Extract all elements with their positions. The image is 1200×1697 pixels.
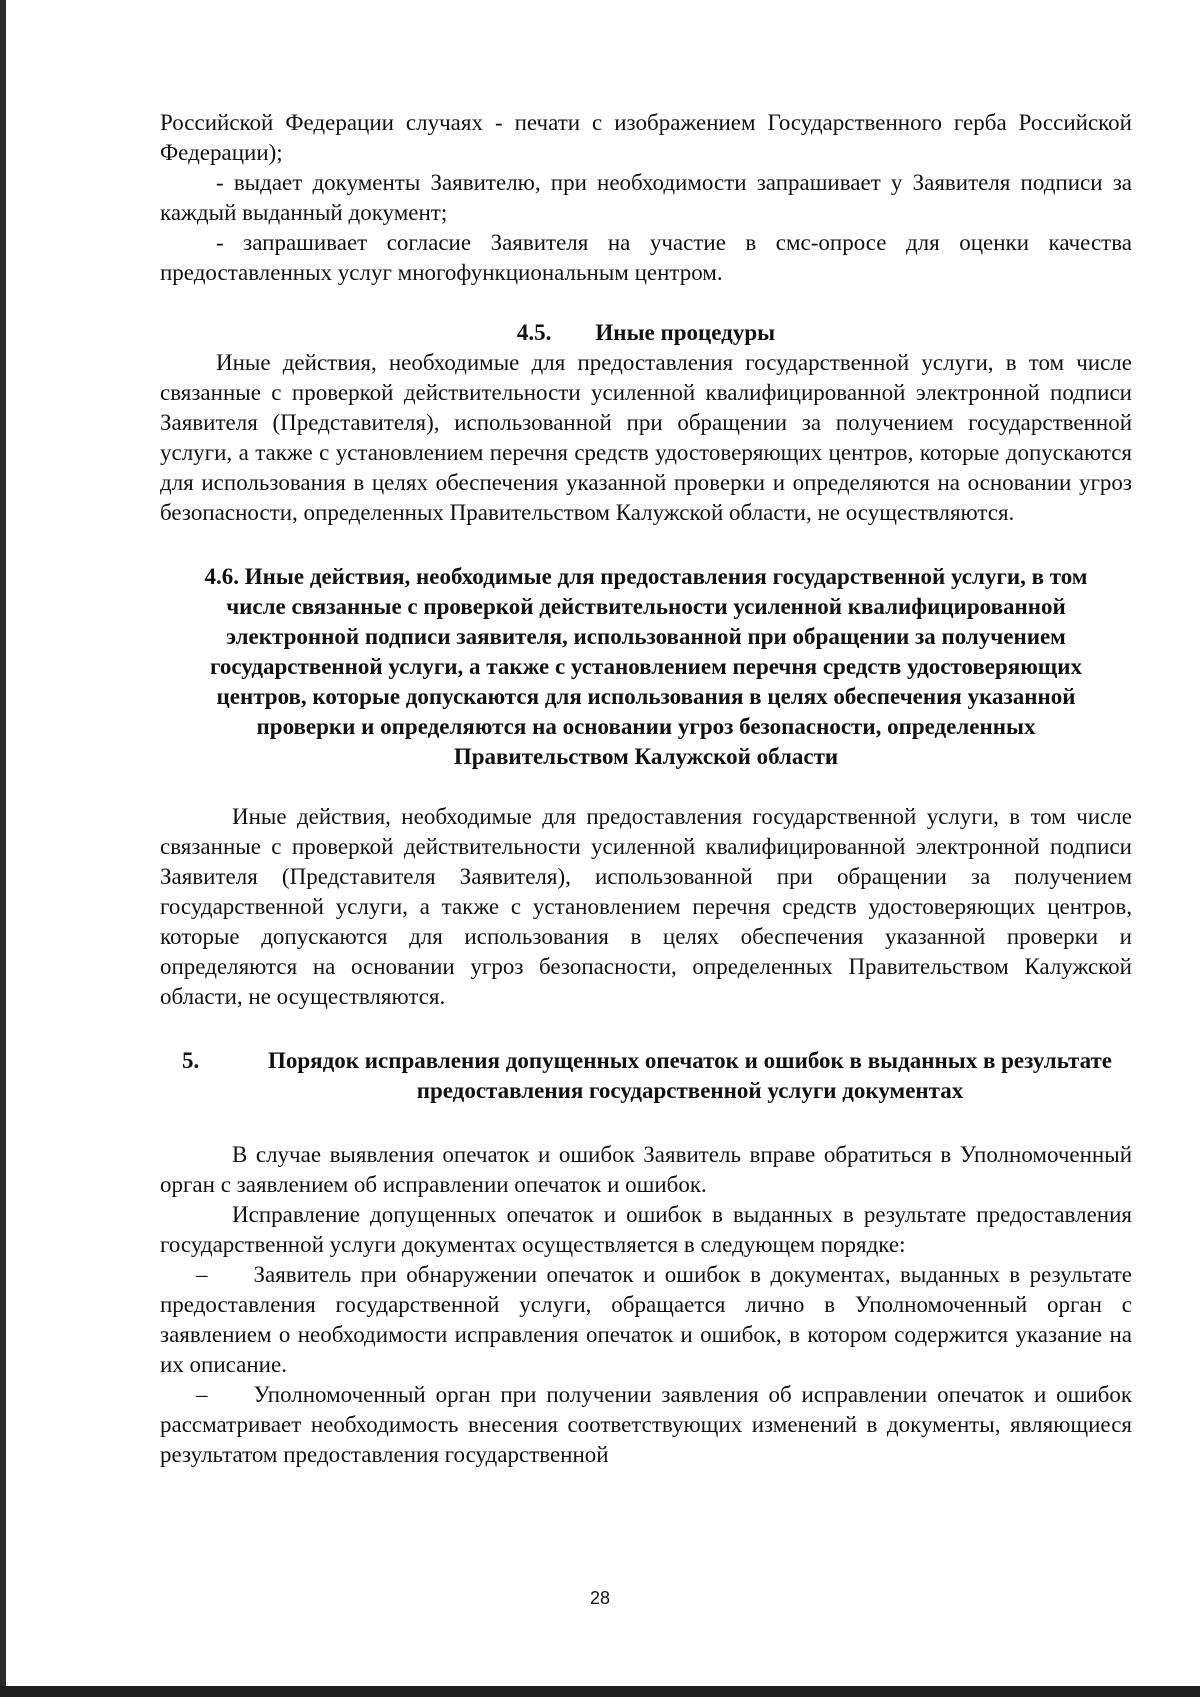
scan-bottom-border (0, 1686, 1200, 1697)
section-5-dash-item-2: – Уполномоченный орган при получении заявления об исправлении опечаток и ошибок рассматривает необходимость внесения соответствующих изменений в документы, являющиеся результатом предоставления государственной (160, 1382, 1132, 1467)
section-5-heading (160, 1046, 1132, 1106)
section-5-title: Порядок исправления допущенных опечаток и ошибок в выданных в результате предоставления государственной услуги документах (268, 1048, 1112, 1103)
list-item-sms-survey: - запрашивает согласие Заявителя на участие в смс-опросе для оценки качества предоставленных услуг многофункциональным центром. (160, 230, 1132, 285)
section-4-5-paragraph: Иные действия, необходимые для предоставления государственной услуги, в том числе связанные с проверкой действительности усиленной квалифицированной электронной подписи Заявителя (Представителя), использованной при обращении за получением государственной услуги, а также с установлением перечня средств удостоверяющих центров, которые допускаются для использования в целях обеспечения указанной проверки и определяются на основании угроз безопасности, определенных Правительством Калужской области, не осуществляются. (160, 350, 1132, 525)
section-4-5-title: Иные процедуры (595, 320, 776, 345)
section-4-6-paragraph: Иные действия, необходимые для предоставления государственной услуги, в том числе связанные с проверкой действительности усиленной квалифицированной электронной подписи Заявителя (Представителя Заявителя), использованной при обращении за получением государственной услуги, а также с установлением перечня средств удостоверяющих центров, которые допускаются для использования в целях обеспечения указанной проверки и определяются на основании угроз безопасности, определенных Правительством Калужской области, не осуществляются. (160, 804, 1132, 1009)
section-5-paragraph-2: Исправление допущенных опечаток и ошибок в выданных в результате предоставления государственной услуги документах осуществляется в следующем порядке: (160, 1202, 1132, 1257)
page-number: 28 (589, 1588, 611, 1608)
section-5-paragraph-1: В случае выявления опечаток и ошибок Заявитель вправе обратиться в Уполномоченный орган с заявлением об исправлении опечаток и ошибок. (160, 1142, 1132, 1197)
section-4-5-number: 4.5. (516, 320, 552, 345)
section-5-number: 5. (182, 1048, 200, 1073)
continuation-paragraph: Российской Федерации случаях - печати с изображением Государственного герба Российской Федерации); (160, 110, 1132, 165)
section-4-5-heading (160, 318, 1132, 348)
section-4-6-heading: 4.6. Иные действия, необходимые для предоставления государственной услуги, в том числе связанные с проверкой действительности усиленной квалифицированной электронной подписи заявителя, использованной при обращении за получением государственной услуги, а также с установлением перечня средств удостоверяющих центров, которые допускаются для использования в целях обеспечения указанной проверки и определяются на основании угроз безопасности, определенных Правительством Калужской области (204, 564, 1088, 769)
section-5-dash-item-1: – Заявитель при обнаружении опечаток и ошибок в документах, выданных в результате предоставления государственной услуги, обращается лично в Уполномоченный орган с заявлением о необходимости исправления опечаток и ошибок, в котором содержится указание на их описание. (160, 1262, 1132, 1377)
document-page (160, 108, 1132, 1470)
scan-left-border (0, 0, 6, 1697)
list-item-issue-documents: - выдает документы Заявителю, при необходимости запрашивает у Заявителя подписи за каждый выданный документ; (160, 170, 1132, 225)
